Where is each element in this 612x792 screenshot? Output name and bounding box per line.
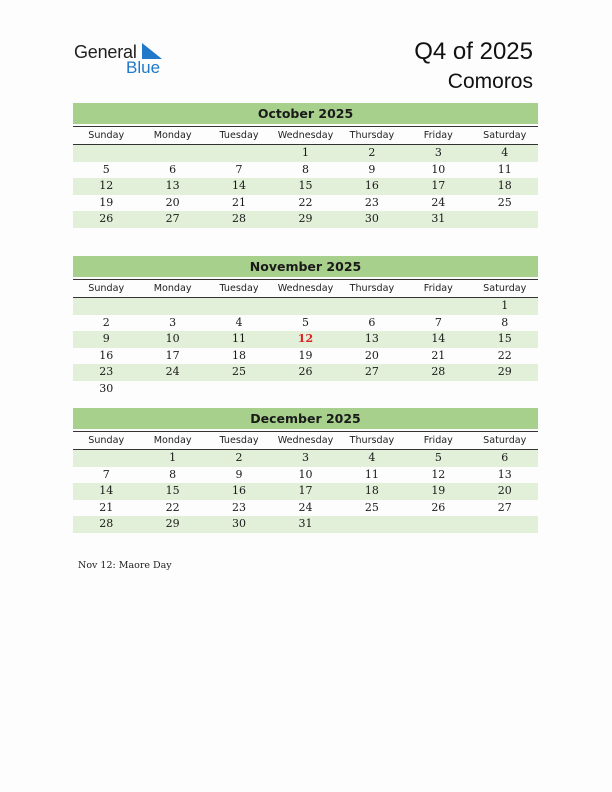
weekday-header-row — [73, 431, 538, 450]
month-calendar — [73, 256, 538, 397]
weekday-label: Sunday — [88, 283, 125, 294]
day-cell: 30 — [99, 381, 114, 395]
week-row — [73, 178, 538, 195]
day-cell: 23 — [99, 365, 114, 378]
day-cell — [472, 381, 538, 398]
day-cell: 27 — [165, 212, 180, 225]
day-cell: 10 — [298, 467, 313, 481]
holiday-note: Nov 12: Maore Day — [78, 560, 172, 571]
weekday-header-row — [73, 126, 538, 145]
day-cell: 3 — [301, 451, 309, 464]
day-cell: 26 — [431, 500, 446, 514]
logo-general-text: General — [74, 42, 137, 62]
day-cell: 3 — [434, 146, 442, 159]
day-cell: 16 — [99, 348, 114, 362]
day-cell — [206, 381, 272, 398]
day-cell: 31 — [431, 212, 446, 225]
day-cell — [272, 298, 338, 315]
day-cell: 5 — [301, 315, 309, 329]
day-cell: 2 — [102, 315, 110, 329]
day-cell: 15 — [298, 179, 313, 192]
day-cell: 7 — [235, 162, 243, 176]
week-row — [73, 348, 538, 365]
day-cell: 14 — [99, 484, 114, 497]
day-cell: 9 — [102, 332, 110, 345]
day-cell: 20 — [497, 484, 512, 497]
logo-blue-text: Blue — [126, 58, 161, 77]
day-cell: 19 — [298, 348, 313, 362]
day-cell: 11 — [232, 332, 247, 345]
day-cell: 30 — [364, 212, 379, 225]
day-cell: 1 — [301, 146, 309, 159]
day-cell: 6 — [169, 162, 177, 176]
day-cell: 10 — [165, 332, 180, 345]
week-row — [73, 516, 538, 533]
day-cell: 21 — [431, 348, 446, 362]
day-cell — [472, 516, 538, 533]
day-cell: 21 — [99, 500, 114, 514]
day-cell: 28 — [232, 212, 247, 225]
day-cell: 6 — [368, 315, 376, 329]
week-row — [73, 500, 538, 517]
day-cell: 27 — [364, 365, 379, 378]
day-cell: 8 — [169, 467, 177, 481]
day-cell: 18 — [364, 484, 379, 497]
day-cell: 29 — [298, 212, 313, 225]
weekday-label: Sunday — [88, 435, 125, 446]
weekday-label: Tuesday — [219, 130, 259, 141]
day-cell — [73, 298, 139, 315]
day-cell: 24 — [165, 365, 180, 378]
weekday-label: Friday — [423, 130, 453, 141]
day-cell: 13 — [165, 179, 180, 192]
day-cell: 29 — [165, 517, 180, 530]
weekday-label: Thursday — [349, 130, 395, 141]
weekday-label: Saturday — [483, 283, 527, 294]
day-cell: 16 — [364, 179, 379, 192]
weekday-label: Tuesday — [219, 283, 259, 294]
day-cell — [139, 298, 205, 315]
weekday-label: Monday — [153, 283, 192, 294]
day-cell: 4 — [235, 315, 243, 329]
day-cell — [272, 381, 338, 398]
day-cell: 25 — [497, 195, 512, 209]
day-cell: 19 — [431, 484, 446, 497]
day-cell: 29 — [497, 365, 512, 378]
day-cell: 25 — [364, 500, 379, 514]
logo-triangle-icon — [142, 43, 164, 59]
weekday-label: Wednesday — [277, 435, 334, 446]
weekday-label: Sunday — [88, 130, 125, 141]
day-cell: 9 — [368, 162, 376, 176]
week-row — [73, 381, 538, 398]
month-title: November 2025 — [73, 256, 538, 277]
day-cell: 24 — [431, 195, 446, 209]
weekday-label: Friday — [423, 283, 453, 294]
day-cell: 15 — [497, 332, 512, 345]
week-row — [73, 298, 538, 315]
day-cell: 20 — [165, 195, 180, 209]
day-cell: 22 — [497, 348, 512, 362]
weekday-label: Wednesday — [277, 130, 334, 141]
day-cell: 10 — [431, 162, 446, 176]
day-cell — [139, 381, 205, 398]
day-cell: 5 — [434, 451, 442, 464]
day-cell: 22 — [165, 500, 180, 514]
day-cell: 1 — [169, 451, 177, 464]
day-cell: 19 — [99, 195, 114, 209]
week-row — [73, 450, 538, 467]
day-cell: 11 — [364, 467, 379, 481]
page-title: Q4 of 2025 — [414, 38, 533, 65]
day-cell: 2 — [368, 146, 376, 159]
day-cell: 21 — [232, 195, 247, 209]
day-cell: 25 — [232, 365, 247, 378]
day-cell: 12 — [99, 179, 114, 192]
weekday-label: Tuesday — [219, 435, 259, 446]
day-cell: 14 — [232, 179, 247, 192]
day-cell: 8 — [501, 315, 509, 329]
weekday-header-row — [73, 279, 538, 298]
weekday-label: Wednesday — [277, 283, 334, 294]
day-cell: 18 — [497, 179, 512, 192]
day-cell — [405, 516, 471, 533]
day-cell: 2 — [235, 451, 243, 464]
day-cell: 27 — [497, 500, 512, 514]
month-calendar — [73, 408, 538, 533]
week-row — [73, 467, 538, 484]
day-cell: 7 — [102, 467, 110, 481]
day-cell: 13 — [364, 332, 379, 345]
day-cell: 20 — [364, 348, 379, 362]
weekday-label: Saturday — [483, 130, 527, 141]
day-cell: 12 — [431, 467, 446, 481]
day-cell — [405, 381, 471, 398]
day-cell: 7 — [434, 315, 442, 329]
day-cell: 17 — [431, 179, 446, 192]
day-cell: 17 — [298, 484, 313, 497]
day-cell: 5 — [102, 162, 110, 176]
day-cell — [139, 145, 205, 162]
week-row — [73, 331, 538, 348]
day-cell: 14 — [431, 332, 446, 345]
month-title: December 2025 — [73, 408, 538, 429]
week-row — [73, 483, 538, 500]
day-cell: 16 — [232, 484, 247, 497]
day-cell: 26 — [298, 365, 313, 378]
day-cell — [472, 211, 538, 228]
day-cell — [73, 145, 139, 162]
day-cell: 30 — [232, 517, 247, 530]
week-row — [73, 364, 538, 381]
weekday-label: Saturday — [483, 435, 527, 446]
weekday-label: Thursday — [349, 283, 395, 294]
day-cell: 24 — [298, 500, 313, 514]
day-cell: 4 — [368, 451, 376, 464]
day-cell — [206, 145, 272, 162]
week-row — [73, 315, 538, 332]
day-cell: 26 — [99, 212, 114, 225]
day-cell: 6 — [501, 451, 509, 464]
weekday-label: Friday — [423, 435, 453, 446]
day-cell — [339, 381, 405, 398]
day-cell: 28 — [99, 517, 114, 530]
weekday-label: Monday — [153, 130, 192, 141]
generalblue-logo — [74, 42, 174, 78]
weekday-label: Monday — [153, 435, 192, 446]
day-cell — [405, 298, 471, 315]
day-cell: 11 — [497, 162, 512, 176]
day-cell: 18 — [232, 348, 247, 362]
country-name: Comoros — [447, 70, 533, 93]
weekday-label: Thursday — [349, 435, 395, 446]
day-cell: 17 — [165, 348, 180, 362]
week-row — [73, 162, 538, 179]
day-cell: 1 — [501, 299, 509, 312]
day-cell: 22 — [298, 195, 313, 209]
day-cell: 3 — [169, 315, 177, 329]
day-cell: 9 — [235, 467, 243, 481]
day-cell: 4 — [501, 146, 509, 159]
day-cell — [339, 516, 405, 533]
day-cell: 15 — [165, 484, 180, 497]
day-cell: 23 — [232, 500, 247, 514]
day-cell: 13 — [497, 467, 512, 481]
day-cell: 23 — [364, 195, 379, 209]
week-row — [73, 211, 538, 228]
day-cell: 31 — [298, 517, 313, 530]
day-cell — [206, 298, 272, 315]
holiday-day-cell: 12 — [297, 332, 314, 345]
week-row — [73, 195, 538, 212]
month-calendar — [73, 103, 538, 228]
month-title: October 2025 — [73, 103, 538, 124]
day-cell — [73, 450, 139, 467]
day-cell: 8 — [301, 162, 309, 176]
day-cell — [339, 298, 405, 315]
day-cell: 28 — [431, 365, 446, 378]
week-row — [73, 145, 538, 162]
